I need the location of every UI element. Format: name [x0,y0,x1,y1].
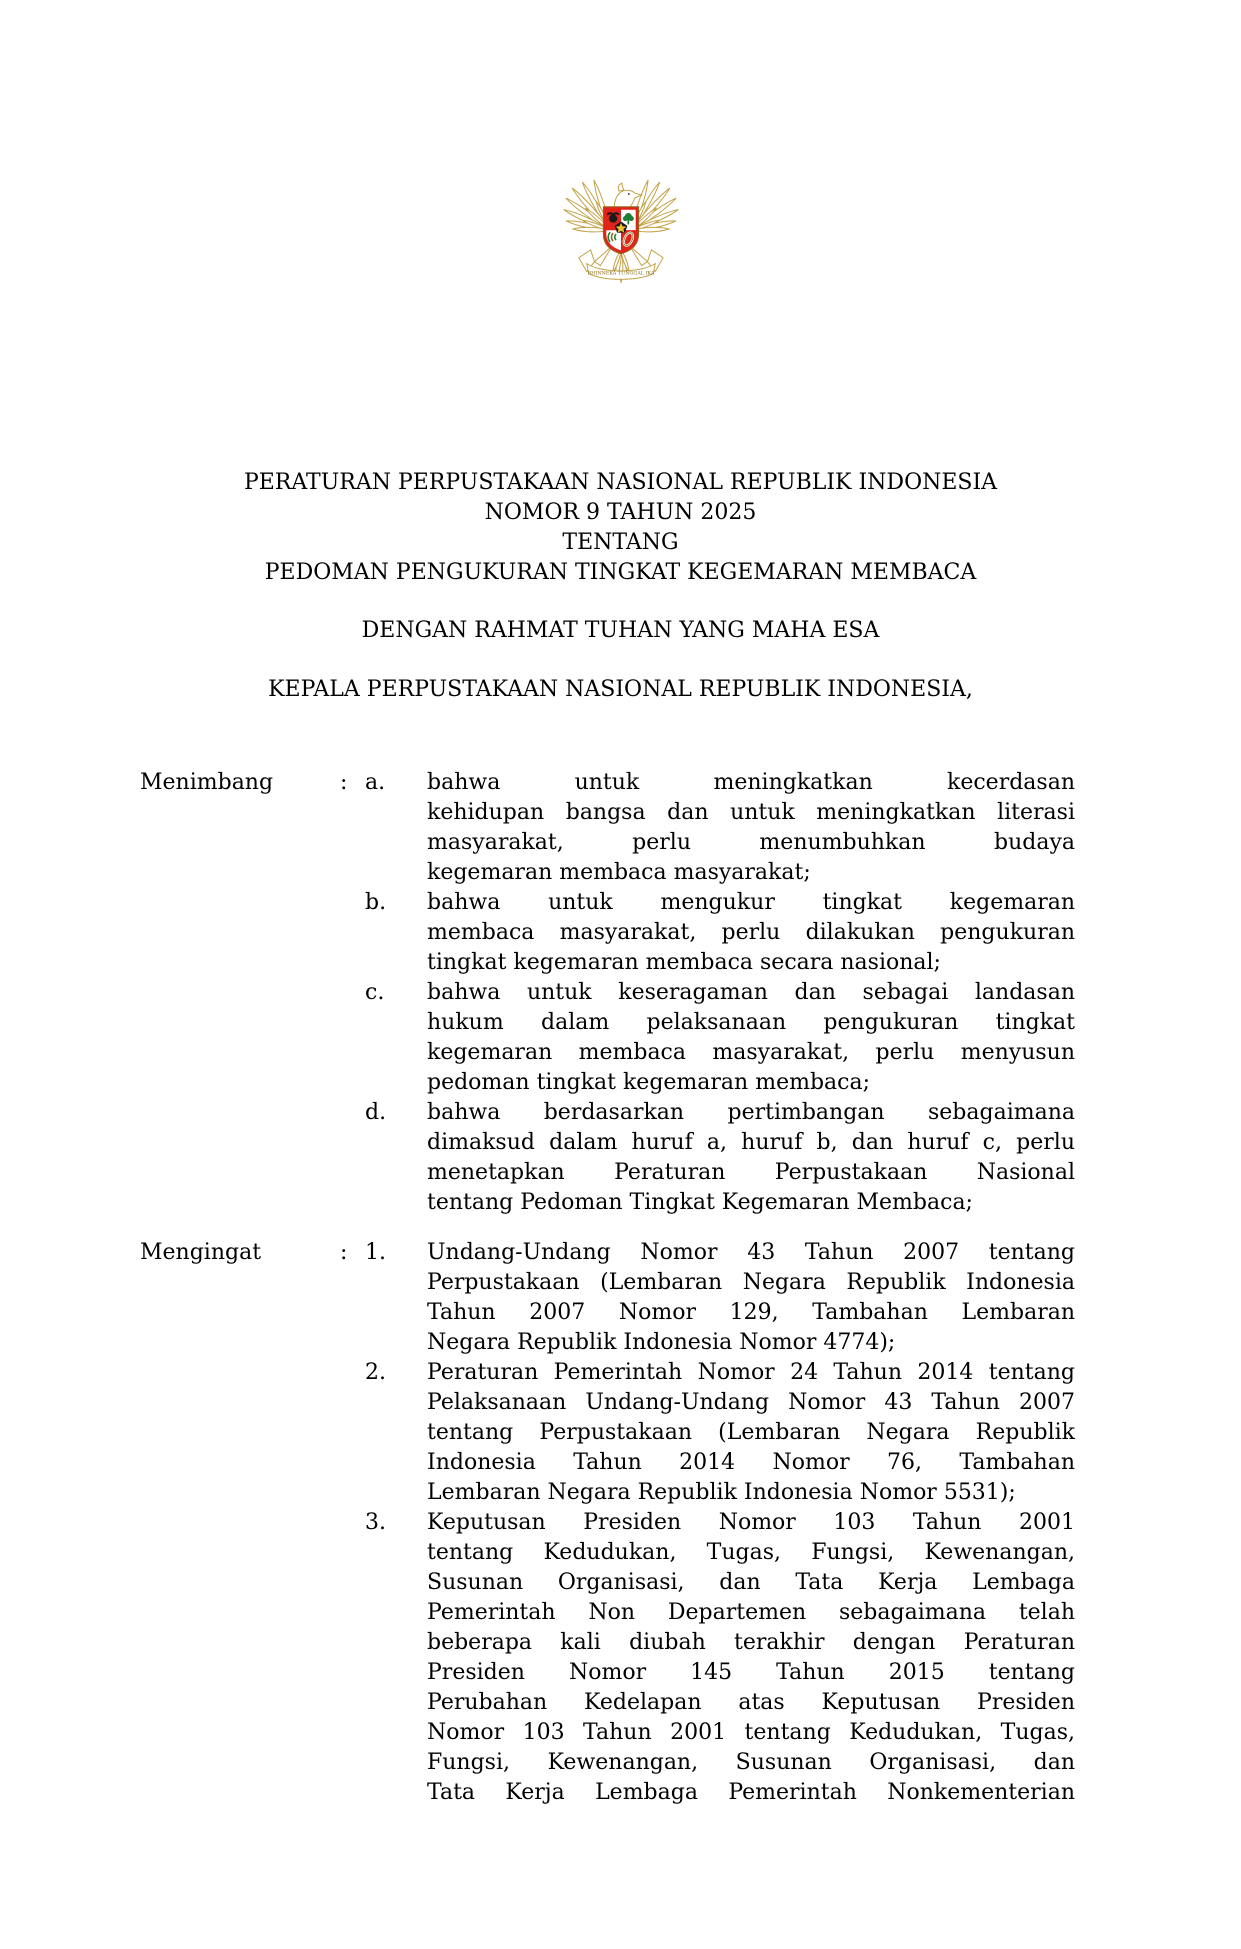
text-line: Susunan Organisasi, dan Tata Kerja Lembaga [427,1570,1075,1595]
item-text [427,1238,1075,1358]
text-line: hukum dalam pelaksanaan pengukuran tingkat [427,1010,1075,1035]
text-line: bahwa berdasarkan pertimbangan sebagaimana [427,1100,1075,1125]
text-line: Keputusan Presiden Nomor 103 Tahun 2001 [427,1510,1075,1535]
item-marker: c. [365,980,385,1005]
item-text [427,768,1075,888]
item-text [427,978,1075,1098]
regulation-title [0,468,1241,588]
text-line: Undang-Undang Nomor 43 Tahun 2007 tentang [427,1240,1075,1265]
text-line: Pemerintah Non Departemen sebagaimana telah [427,1600,1075,1625]
invocation-line: DENGAN RAHMAT TUHAN YANG MAHA ESA [361,618,880,643]
pancasila-shield [603,207,638,254]
title-line: TENTANG [562,530,679,555]
consideration-items [365,768,1075,1218]
text-line: tentang Perpustakaan (Lembaran Negara Republik [427,1420,1075,1445]
text-line: kegemaran membaca masyarakat, perlu menyusun [427,1040,1075,1065]
item-text [427,1358,1075,1508]
text-line: Perubahan Kedelapan atas Keputusan Presiden [427,1690,1075,1715]
text-line: tentang Pedoman Tingkat Kegemaran Membaca; [427,1190,973,1215]
text-line: Fungsi, Kewenangan, Susunan Organisasi, dan [427,1750,1075,1775]
list-item [365,1358,1075,1508]
text-line: bahwa untuk keseragaman dan sebagai landasan [427,980,1075,1005]
text-line: tentang Kedudukan, Tugas, Fungsi, Kewenangan, [427,1540,1075,1565]
item-marker: 2. [365,1360,386,1385]
section-label-menimbang: Menimbang [140,770,274,795]
list-item [365,978,1075,1098]
list-item [365,888,1075,978]
text-line: kegemaran membaca masyarakat; [427,860,811,885]
text-line: Tata Kerja Lembaga Pemerintah Nonkementerian [427,1780,1075,1805]
section-label-mengingat: Mengingat [140,1240,262,1265]
section-colon: : [340,770,348,795]
text-line: Lembaran Negara Republik Indonesia Nomor 5531); [427,1480,1016,1505]
emblem-container [0,148,1241,302]
garuda-pancasila-emblem [556,148,686,293]
item-marker: 1. [365,1240,386,1265]
text-line: Pelaksanaan Undang-Undang Nomor 43 Tahun 2007 [427,1390,1075,1415]
item-marker: 3. [365,1510,386,1535]
legal-basis-items [365,1238,1075,1808]
text-line: membaca masyarakat, perlu dilakukan pengukuran [427,920,1075,945]
legal-basis-section [0,1238,1241,1808]
title-line: NOMOR 9 TAHUN 2025 [484,500,757,525]
text-line: kehidupan bangsa dan untuk meningkatkan literasi [427,800,1075,825]
text-line: tingkat kegemaran membaca secara nasional; [427,950,941,975]
text-line: bahwa untuk mengukur tingkat kegemaran [427,890,1075,915]
consideration-section [0,768,1241,1218]
text-line: Indonesia Tahun 2014 Nomor 76, Tambahan [427,1450,1075,1475]
list-item [365,1098,1075,1218]
text-line: Presiden Nomor 145 Tahun 2015 tentang [427,1660,1075,1685]
list-item [365,768,1075,888]
list-item [365,1238,1075,1358]
text-line: Negara Republik Indonesia Nomor 4774); [427,1330,896,1355]
text-line: beberapa kali diubah terakhir dengan Peraturan [427,1630,1075,1655]
title-line: PERATURAN PERPUSTAKAAN NASIONAL REPUBLIK INDONESIA [243,470,998,495]
issuer-line: KEPALA PERPUSTAKAAN NASIONAL REPUBLIK INDONESIA, [268,677,973,702]
title-line: PEDOMAN PENGUKURAN TINGKAT KEGEMARAN MEMBACA [264,560,977,585]
item-marker: b. [365,890,387,915]
item-text [427,1098,1075,1218]
text-line: bahwa untuk meningkatkan kecerdasan [427,770,1075,795]
text-line: Peraturan Pemerintah Nomor 24 Tahun 2014 tentang [427,1360,1075,1385]
text-line: dimaksud dalam huruf a, huruf b, dan huruf c, perlu [427,1130,1075,1155]
text-line: pedoman tingkat kegemaran membaca; [427,1070,870,1095]
item-text [427,888,1075,978]
list-item [365,1508,1075,1808]
item-marker: d. [365,1100,387,1125]
text-line: Perpustakaan (Lembaran Negara Republik Indonesia [427,1270,1075,1295]
motto-text: BHINNEKA TUNGGAL IKA [587,270,654,277]
item-text [427,1508,1075,1808]
text-line: menetapkan Peraturan Perpustakaan Nasional [427,1160,1075,1185]
section-colon: : [340,1240,348,1265]
text-line: masyarakat, perlu menumbuhkan budaya [427,830,1075,855]
text-line: Tahun 2007 Nomor 129, Tambahan Lembaran [427,1300,1075,1325]
item-marker: a. [365,770,386,795]
text-line: Nomor 103 Tahun 2001 tentang Kedudukan, Tugas, [427,1720,1075,1745]
